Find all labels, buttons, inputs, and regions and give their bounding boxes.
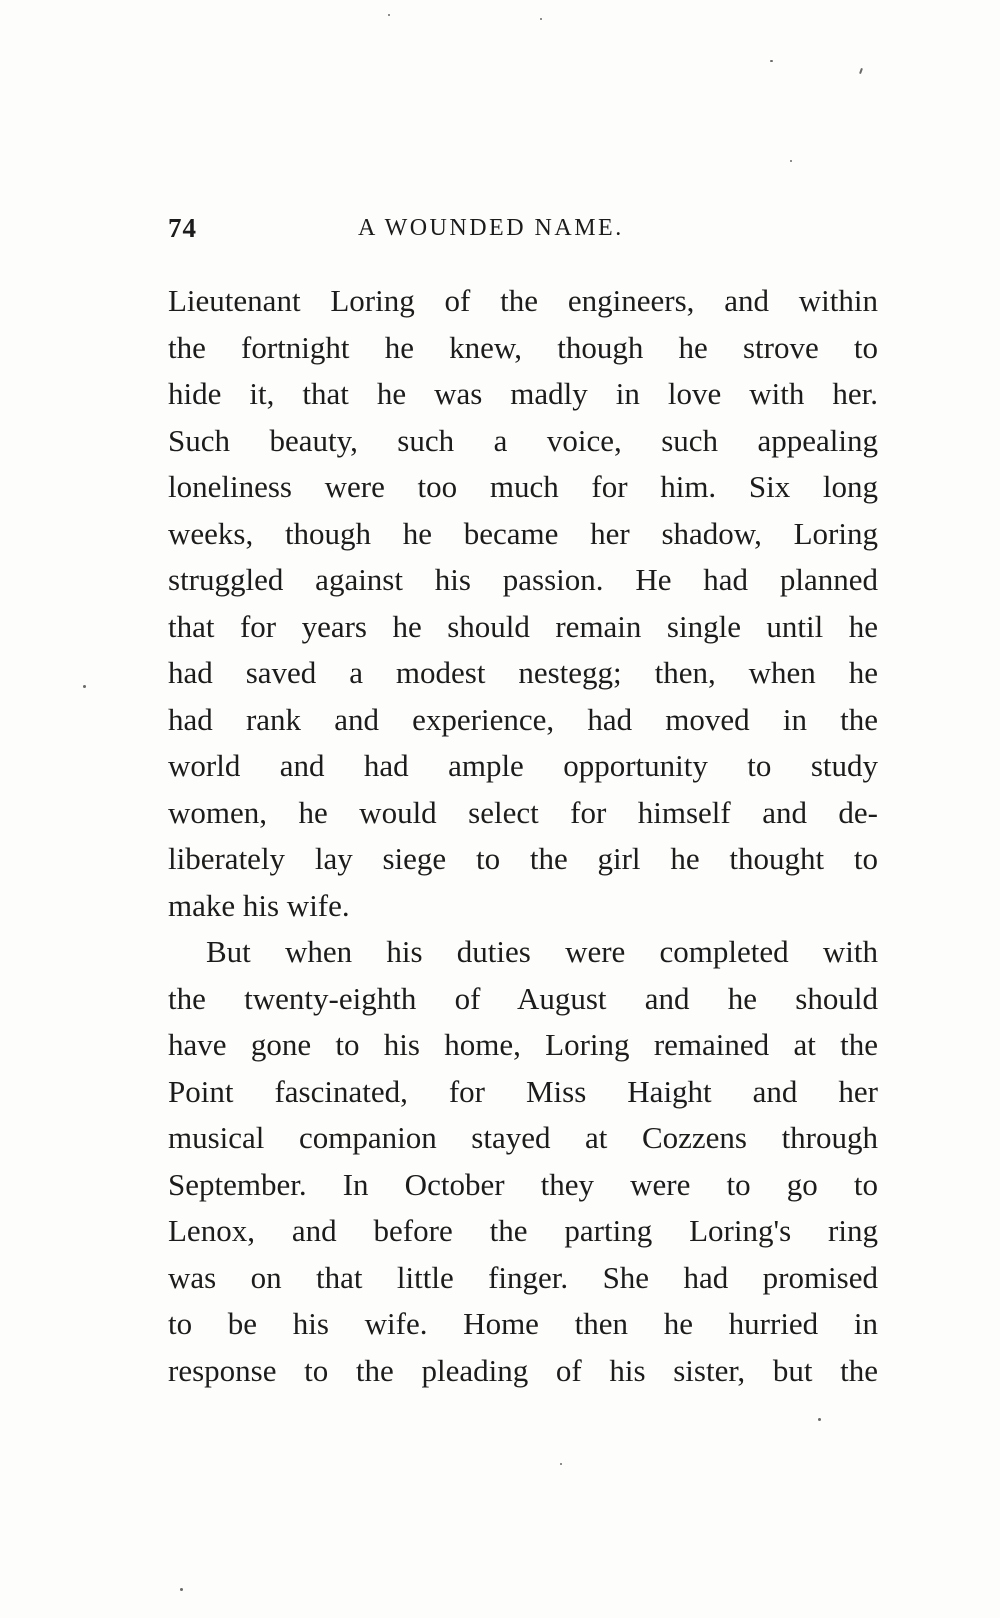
text-line: Lenox, and before the parting Loring's ring: [168, 1213, 878, 1248]
text-line: the fortnight he knew, though he strove to: [168, 329, 878, 365]
scan-speck: [388, 14, 390, 16]
scan-speck: [560, 1463, 562, 1465]
scan-speck: [180, 1588, 183, 1591]
text-line: Such beauty, such a voice, such appealing: [168, 422, 878, 458]
scan-speck: [770, 60, 773, 62]
text-line: weeks, though he became her shadow, Loring: [168, 515, 878, 551]
text-line: liberately lay siege to the girl he thought to: [168, 841, 878, 876]
text-line: musical companion stayed at Cozzens through: [168, 1120, 878, 1155]
paragraph-1: [168, 278, 878, 929]
text-line: loneliness were too much for him. Six long: [168, 469, 878, 504]
page-header: [168, 213, 878, 253]
text-line: had saved a modest nestegg; then, when he: [168, 655, 878, 690]
text-line: world and had ample opportunity to study: [168, 748, 878, 783]
text-line: women, he would select for himself and de-: [168, 794, 878, 830]
text-line: had rank and experience, had moved in the: [168, 701, 878, 737]
body-text: [168, 278, 878, 1394]
text-line: have gone to his home, Loring remained at the: [168, 1027, 878, 1062]
paragraph-2: [168, 929, 878, 1394]
text-line: hide it, that he was madly in love with her.: [168, 376, 878, 411]
text-line: Point fascinated, for Miss Haight and her: [168, 1073, 878, 1109]
scan-speck: [859, 68, 863, 74]
text-line: the twenty-eighth of August and he should: [168, 980, 878, 1016]
text-line: September. In October they were to go to: [168, 1166, 878, 1202]
running-title: A WOUNDED NAME.: [358, 215, 624, 241]
scan-speck: [790, 160, 792, 162]
text-line: was on that little finger. She had promised: [168, 1259, 878, 1295]
text-line: struggled against his passion. He had planned: [168, 562, 878, 597]
text-line: that for years he should remain single until he: [168, 608, 878, 644]
text-line: make his wife.: [168, 887, 350, 923]
scan-speck: [540, 18, 542, 20]
scan-speck: [818, 1418, 821, 1421]
text-line: to be his wife. Home then he hurried in: [168, 1306, 878, 1341]
text-line: Lieutenant Loring of the engineers, and within: [168, 283, 878, 318]
page-number: 74: [168, 213, 197, 243]
text-line: But when his duties were completed with: [206, 934, 878, 969]
text-line: response to the pleading of his sister, but the: [168, 1352, 878, 1388]
scan-speck: [83, 685, 86, 688]
